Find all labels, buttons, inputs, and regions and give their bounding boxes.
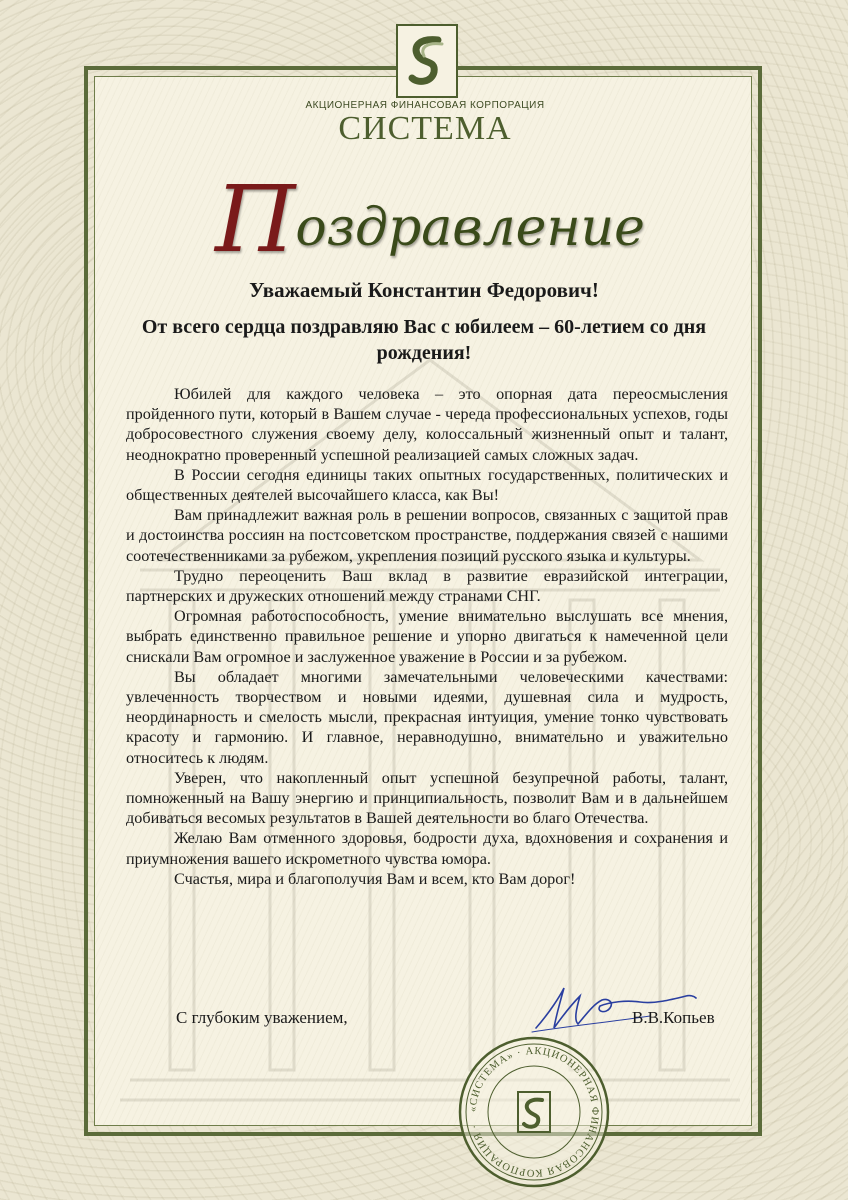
paragraph: Желаю Вам отменного здоровья, бодрости духа, вдохновения и сохранения и приумножения вашего искрометного чувства юмора. [126, 829, 728, 868]
sistema-logo-icon [398, 26, 456, 96]
paragraph: Юбилей для каждого человека – это опорная дата переосмысления пройденного пути, который в Вашем случае - череда профессиональных успехов, годы добросовестного служения своему делу, колоссальный жизненный опыт и талант, неоднократно проверенный успешной реализацией самых сложных задач. [126, 385, 728, 464]
closing-phrase: С глубоким уважением, [176, 1008, 348, 1027]
paragraph: Вы обладает многими замечательными человеческими качествами: увлеченность творчеством и новыми идеями, душевная сила и мудрость, неординарность и смелость мысли, прекрасная интуиция, умение тонко чувствовать красоту и гармонию. И главное, неравнодушно, внимательно и уважительно относитесь к людям. [126, 667, 728, 767]
document-title [200, 166, 660, 273]
paragraph: Вам принадлежит важная роль в решении вопросов, связанных с защитой прав и достоинства россиян на постсоветском пространстве, поддержания связей с нашими соотечественниками за рубежом, укрепления позиций русского языка и культуры. [126, 506, 728, 565]
title-rest: оздравление [295, 198, 645, 258]
seal-ring-text: «СИСТЕМА» · АКЦИОНЕРНАЯ ФИНАНСОВАЯ КОРПОРАЦИЯ · [467, 1045, 601, 1179]
title-initial: П [215, 166, 296, 273]
intro-line: От всего сердца поздравляю Вас с юбилеем – 60-летием со дня рождения! [141, 316, 707, 364]
letter-body [126, 384, 728, 889]
company-logo [396, 24, 458, 98]
paragraph: В России сегодня единицы таких опытных государственных, политических и общественных деятелей высочайшего класса, как Вы! [126, 465, 728, 505]
company-name: СИСТЕМА [338, 110, 512, 147]
paragraph: Счастья, мира и благополучия Вам и всем, кто Вам дорог! [174, 869, 576, 888]
company-seal [456, 1034, 612, 1190]
company-subtitle: АКЦИОНЕРНАЯ ФИНАНСОВАЯ КОРПОРАЦИЯ [305, 100, 545, 111]
paragraph: Трудно переоценить Ваш вклад в развитие евразийской интеграции, партнерских и дружеских отношений между странами СНГ. [126, 566, 728, 606]
salutation: Уважаемый Константин Федорович! [249, 278, 599, 302]
signer-name: В.В.Копьев [632, 1008, 715, 1027]
paragraph: Огромная работоспособность, умение внимательно выслушать все мнения, выбрать единственно правильное решение и упорно двигаться к намеченной цели снискали Вам огромное и заслуженное уважение в России и за рубежом. [126, 607, 728, 666]
paragraph: Уверен, что накопленный опыт успешной безупречной работы, талант, помноженный на Вашу энергию и принципиальность, позволит Вам и в дальнейшем добиваться весомых результатов в Вашей деятельности во благо Отечества. [126, 768, 728, 828]
